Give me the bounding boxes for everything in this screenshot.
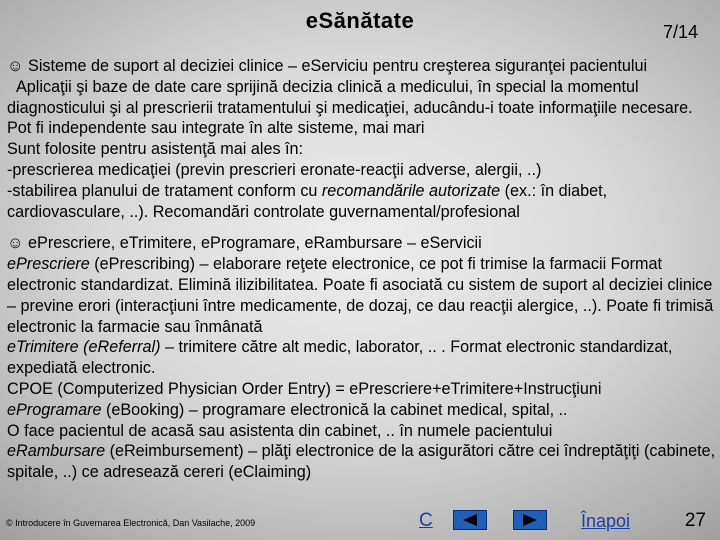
slide-number: 7/14 xyxy=(662,22,698,42)
section1-usage: Sunt folosite pentru asistenţă mai ales în: xyxy=(7,140,304,159)
section2-heading: ☺ ePrescriere, eTrimitere, eProgramare, eRambursare – eServicii xyxy=(7,234,482,253)
cpoe-line: CPOE (Computerized Physician Order Entry) = ePrescriere+eTrimitere+Instrucţiuni xyxy=(7,379,602,398)
recommendations-emphasis: recomandările autorizate xyxy=(321,181,501,200)
section1-paragraph: Aplicaţii şi baze de date care sprijină decizia clinică a medicului, în special la momentul diagnosticului şi al prescrierii tratamentului şi medicaţiei, aducându-i toate informaţiile necesare. Pot fi independente sau integrate în alte sisteme, mai mari xyxy=(7,77,698,138)
ereimbursement-paragraph: eRambursare (eReimbursement) – plăţi electronice de la asigurători către cei îndreptăţiţi (cabinete, spitale, ..) ce adresează cereri (eClaiming) xyxy=(7,442,716,482)
section1-item-medication: -prescrierea medicaţiei (previn prescrieri eronate-reacţii adverse, alergii, ..) xyxy=(7,160,542,179)
page-number: 27 xyxy=(684,510,706,531)
arrow-right-icon xyxy=(521,513,539,527)
slide-title: eSănătate xyxy=(305,8,415,33)
previous-slide-button[interactable] xyxy=(453,510,487,530)
section1-item-treatment: -stabilirea planului de tratament conform cu recomandările autorizate (ex.: în diabet, cardiovasculare, ..). Recomandări controlate guvernamental/profesional xyxy=(7,181,608,221)
contents-link[interactable]: C xyxy=(419,510,433,531)
eprescription-paragraph: ePrescriere (ePrescribing) – elaborare reţete electronice, ce pot fi trimise la farmacii Format electronic standardizat. Elimină ilizibilitatea. Poate fi asociată cu sistem de suport al deciziei clinice – previne erori (interacţiuni între medicamente, de dozaj, ce dau reacţii alergice, ..). Poate fi trimisă electronic la farmacie sau înmânată xyxy=(7,255,714,336)
arrow-left-icon xyxy=(461,513,479,527)
ebooking-note: O face pacientul de acasă sau asistenta din cabinet, .. în numele pacientului xyxy=(7,421,553,440)
slide-content xyxy=(7,56,718,483)
section1-heading: ☺ Sisteme de suport al deciziei clinice – eServiciu pentru creşterea siguranţei pacientului xyxy=(7,57,648,75)
ebooking-paragraph: eProgramare (eBooking) – programare electronică la cabinet medical, spital, .. xyxy=(7,400,568,419)
back-link[interactable]: Înapoi xyxy=(581,511,631,531)
next-slide-button[interactable] xyxy=(513,510,547,530)
copyright-footer: © Introducere în Guvernarea Electronică, Dan Vasilache, 2009 xyxy=(6,518,256,528)
ereferral-paragraph: eTrimitere (eReferral) – trimitere către alt medic, laborator, .. . Format electronic standardizat, expediată electronic. xyxy=(7,338,673,378)
